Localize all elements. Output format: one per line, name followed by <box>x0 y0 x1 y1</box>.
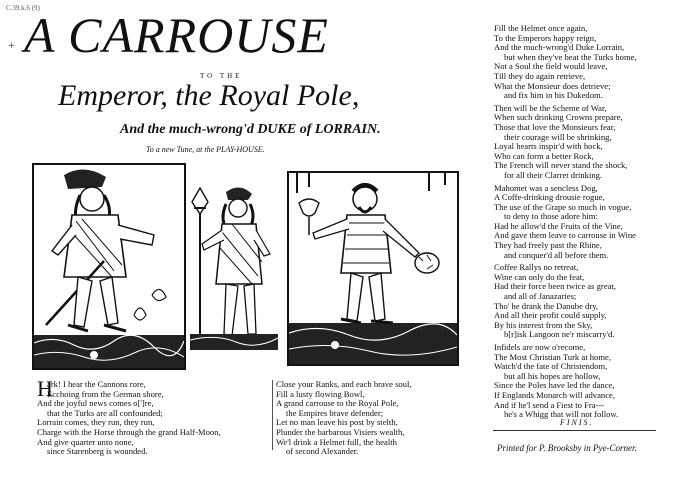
verse-line: ark! I hear the Cannons rore, <box>47 379 146 389</box>
finis: FINIS. <box>560 418 594 427</box>
title-to-the: TO THE <box>200 72 243 80</box>
imprint-rule <box>493 430 656 431</box>
verse-line: Lorrain comes, they run, they run, <box>37 417 155 428</box>
verse-line: Charge with the Horse through the grand Half-Moon, <box>37 426 221 437</box>
stanza <box>494 263 684 340</box>
tune-line: To a new Tune, at the PLAY-HOUSE. <box>146 145 265 154</box>
verse-line: The use of the Grape so much in vogue, <box>494 201 632 212</box>
verse-line: Those that love the Monsieurs fear, <box>494 121 616 132</box>
verse-line: By his interest from the Sky, <box>494 319 593 330</box>
woodcut-drinker <box>287 171 459 366</box>
verse-line: since Starenberg is wounded. <box>47 446 148 457</box>
ballad-title: A CARROUSE <box>24 7 329 63</box>
verse-line: b[r]isk Langoon ne'r miscarry'd. <box>504 329 615 340</box>
verse-line: And give quarter unto none, <box>37 436 134 447</box>
stanza <box>494 104 684 181</box>
verse-line: Then will be the Scheme of War, <box>494 102 607 113</box>
verse-line: Till they do again retrieve, <box>494 70 586 81</box>
verse-line: They had freely past the Rhine, <box>494 240 602 251</box>
verse-column-3 <box>494 24 684 423</box>
verse-line: Fill the Helmet once again, <box>494 23 588 33</box>
verse-line: A grand carrouse to the Royal Pole, <box>276 398 399 409</box>
dedication-line: And the much-wrong'd DUKE of LORRAIN. <box>120 122 381 137</box>
verse-line: Close your Ranks, and each brave soul, <box>276 379 412 389</box>
verse-line: Plunder the barbarous Visiers wealth, <box>276 426 405 437</box>
imprint-line: Printed for P. Brooksby in Pye-Corner. <box>497 443 637 453</box>
verse-line: Mahomet was a sencless Dog, <box>494 182 598 193</box>
verse-column-2 <box>276 380 476 457</box>
verse-line: Wine can only do the feat, <box>494 271 585 282</box>
verse-line: When such drinking Crowns prepare, <box>494 112 623 123</box>
verse-line: Coffee Rallys no retreat, <box>494 262 579 273</box>
verse-line: Not a Soul the field would leave, <box>494 61 608 72</box>
verse-line: Let no man leave his post by stelth, <box>276 417 398 428</box>
verse-line: Had their force been twice as great, <box>494 281 616 292</box>
verse-line: and conquer'd all before them. <box>504 249 609 260</box>
verse-line: We'l drink a Helmet full, the health <box>276 436 397 447</box>
column-divider <box>272 380 273 450</box>
verse-line: The Most Christian Turk at home, <box>494 351 611 362</box>
verse-line: Had he allow'd the Fruits of the Vine, <box>494 220 623 231</box>
verse-line: of second Alexander. <box>286 446 359 457</box>
verse-line: and fix him in his Dukedom. <box>504 90 603 101</box>
verse-line: The French will never stand the shock, <box>494 160 628 171</box>
verse-line: that the Turks are all confounded; <box>47 407 163 418</box>
verse-line: for all their Clarret drinking. <box>504 169 603 180</box>
verse-line: And the joyful news comes o[']re, <box>37 398 154 409</box>
verse-line: Since the Poles have led the dance, <box>494 380 615 391</box>
verse-line: And all their profit could supply, <box>494 310 607 321</box>
drop-cap: H <box>37 376 53 401</box>
woodcut-halberdier <box>186 184 282 354</box>
verse-line: Watch'd the fate of Christendom, <box>494 361 608 372</box>
verse-line: Who can form a better Rock, <box>494 150 594 161</box>
verse-line: And gave them leave to carrouse in Wine <box>494 230 636 241</box>
verse-line: he's a Whigg that will not follow. <box>504 409 619 420</box>
verse-line: What the Monsieur does detrieve; <box>494 80 611 91</box>
shelfmark: C.39.k.6 (9) <box>6 4 40 12</box>
verse-line: Tho' he drank the Danube dry, <box>494 300 599 311</box>
ballad-subtitle: Emperor, the Royal Pole, <box>58 79 360 112</box>
verse-line: to deny to those adore him: <box>504 211 598 222</box>
verse-line: but all his hopes are hollow, <box>504 370 601 381</box>
verse-line: A Coffe-drinking drousie rogue, <box>494 192 605 203</box>
verse-line: And the much-wrong'd Duke Lorrain, <box>494 42 625 53</box>
verse-line: Loyal hearts inspir'd with hock, <box>494 141 603 152</box>
verse-line: If Englands Monarch will advance, <box>494 389 615 400</box>
verse-line: their courage will be shrinking, <box>504 131 612 142</box>
stanza <box>494 184 684 261</box>
stanza <box>494 24 684 101</box>
verse-line: but when they've beat the Turks home, <box>504 51 637 62</box>
verse-line: To the Emperors happy reign, <box>494 32 597 43</box>
verse-line: Ecchoing from the German shore, <box>47 388 164 399</box>
verse-line: And if he'l send a Fiest to Fra--- <box>494 399 605 410</box>
woodcut-soldier <box>32 163 186 370</box>
verse-line: Infidels are now o'recome, <box>494 342 586 352</box>
verse-line: and all of Janazaries; <box>504 291 577 302</box>
verse-column-1 <box>37 376 272 457</box>
verse-line: the Empires brave defender; <box>286 407 384 418</box>
verse-line: Fill a lusty flowing Bowl, <box>276 388 365 399</box>
stanza <box>494 343 684 420</box>
margin-mark: + <box>8 38 15 52</box>
